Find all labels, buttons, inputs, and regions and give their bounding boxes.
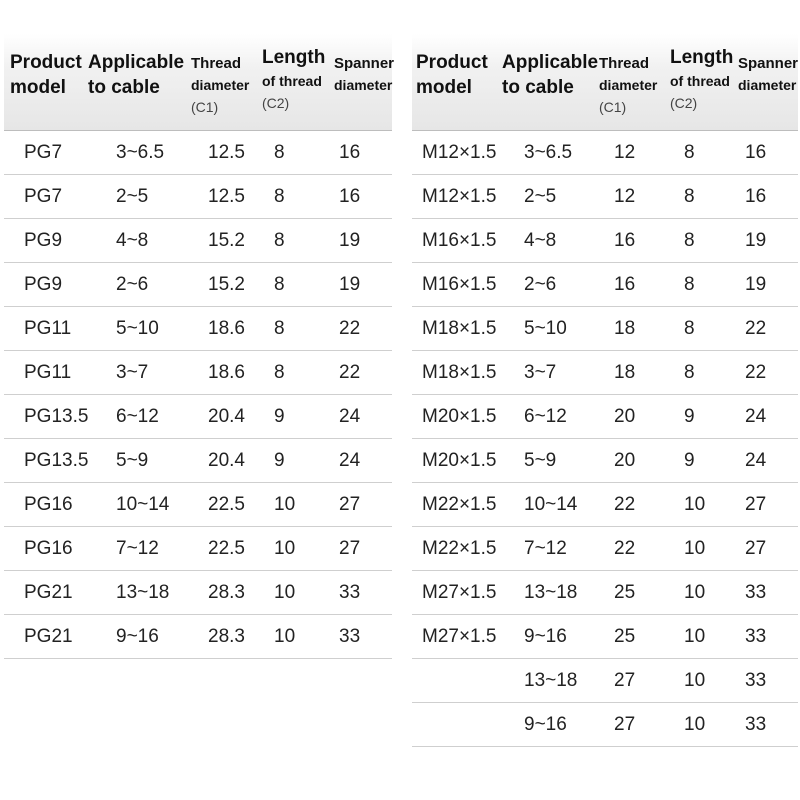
cell-spanner-diameter: 33 (745, 626, 767, 647)
cell-thread-length: 9 (684, 406, 695, 427)
cell-thread-length: 8 (684, 274, 695, 295)
cell-thread-length: 10 (274, 538, 296, 559)
cell-cable-range: 13~18 (116, 582, 170, 603)
table-row (412, 263, 798, 307)
cell-cable-range: 5~10 (116, 318, 159, 339)
cell-thread-diameter: 15.2 (208, 230, 245, 251)
cell-spanner-diameter: 19 (745, 274, 767, 295)
table-row (4, 571, 392, 615)
cell-spanner-diameter: 27 (745, 494, 767, 515)
cell-thread-diameter: 25 (614, 626, 636, 647)
cell-product-model: PG16 (24, 538, 73, 559)
table-header (4, 34, 395, 131)
header-product-model: Product model (10, 52, 82, 98)
cell-cable-range: 2~5 (524, 186, 557, 207)
cell-cable-range: 2~6 (116, 274, 149, 295)
cell-thread-length: 10 (684, 626, 706, 647)
cell-cable-range: 13~18 (524, 582, 578, 603)
cell-thread-length: 8 (274, 186, 285, 207)
cell-cable-range: 3~6.5 (524, 142, 573, 163)
cell-thread-diameter: 20 (614, 450, 636, 471)
cell-thread-length: 8 (684, 318, 695, 339)
table-row (4, 439, 392, 483)
table-row (412, 571, 798, 615)
cell-spanner-diameter: 22 (339, 318, 361, 339)
cell-spanner-diameter: 24 (339, 406, 361, 427)
cell-thread-length: 8 (274, 230, 285, 251)
cell-thread-diameter: 18 (614, 362, 636, 383)
table-row (4, 527, 392, 571)
table-header (412, 34, 798, 131)
table-row (4, 175, 392, 219)
cell-product-model: PG11 (24, 318, 72, 339)
cell-product-model: M16×1.5 (422, 230, 497, 251)
header-applicable-cable: Applicable to cable (502, 52, 599, 98)
table-row (4, 395, 392, 439)
cell-product-model: PG13.5 (24, 450, 89, 471)
cell-cable-range: 3~6.5 (116, 142, 165, 163)
cell-thread-diameter: 18.6 (208, 362, 245, 383)
cell-thread-diameter: 27 (614, 670, 636, 691)
cell-product-model: M20×1.5 (422, 406, 497, 427)
cell-product-model: PG7 (24, 142, 63, 163)
cell-product-model: PG21 (24, 582, 73, 603)
header-spanner-diameter: Spanner diameter (334, 55, 395, 93)
cell-cable-range: 5~9 (116, 450, 149, 471)
cell-cable-range: 13~18 (524, 670, 578, 691)
table-row (412, 131, 798, 175)
cell-product-model: M20×1.5 (422, 450, 497, 471)
cell-product-model: PG7 (24, 186, 63, 207)
cell-cable-range: 6~12 (524, 406, 567, 427)
cell-spanner-diameter: 27 (339, 494, 361, 515)
cell-spanner-diameter: 24 (745, 450, 767, 471)
table-row (412, 219, 798, 263)
cell-thread-diameter: 18 (614, 318, 636, 339)
cell-product-model: M27×1.5 (422, 582, 497, 603)
cell-thread-diameter: 12.5 (208, 186, 245, 207)
cell-thread-diameter: 28.3 (208, 626, 245, 647)
cell-spanner-diameter: 19 (339, 274, 361, 295)
cell-spanner-diameter: 16 (745, 142, 767, 163)
cell-thread-length: 10 (684, 582, 706, 603)
cell-product-model: M27×1.5 (422, 626, 497, 647)
cell-product-model: PG11 (24, 362, 72, 383)
table-row (4, 351, 392, 395)
cell-product-model: PG9 (24, 230, 63, 251)
cell-product-model: PG21 (24, 626, 73, 647)
cell-cable-range: 3~7 (116, 362, 149, 383)
cell-spanner-diameter: 22 (745, 318, 767, 339)
cell-thread-length: 10 (274, 494, 296, 515)
cell-product-model: M12×1.5 (422, 186, 497, 207)
header-thread-diameter: Thread diameter (C1) (599, 55, 658, 115)
cell-thread-diameter: 22 (614, 538, 636, 559)
cell-thread-length: 9 (274, 406, 285, 427)
header-product-model: Product model (416, 52, 488, 98)
table-row (412, 351, 798, 395)
cell-product-model: PG9 (24, 274, 63, 295)
cell-spanner-diameter: 24 (745, 406, 767, 427)
cell-spanner-diameter: 22 (745, 362, 767, 383)
cell-thread-diameter: 22 (614, 494, 636, 515)
cell-thread-length: 8 (684, 230, 695, 251)
cell-thread-length: 8 (274, 274, 285, 295)
cell-thread-length: 9 (274, 450, 285, 471)
cell-spanner-diameter: 33 (745, 714, 767, 735)
cell-thread-diameter: 18.6 (208, 318, 245, 339)
cell-thread-length: 10 (684, 494, 706, 515)
cell-cable-range: 10~14 (116, 494, 170, 515)
cell-thread-diameter: 25 (614, 582, 636, 603)
header-thread-length: Length of thread (C2) (262, 47, 326, 111)
table-row (412, 439, 798, 483)
cell-cable-range: 9~16 (524, 626, 567, 647)
cell-thread-diameter: 22.5 (208, 538, 245, 559)
header-spanner-diameter: Spanner diameter (738, 55, 799, 93)
table-row (4, 263, 392, 307)
cell-spanner-diameter: 22 (339, 362, 361, 383)
table-row (4, 219, 392, 263)
table-body (412, 131, 798, 747)
header-applicable-cable: Applicable to cable (88, 52, 185, 98)
cell-spanner-diameter: 33 (339, 626, 361, 647)
cell-thread-length: 8 (274, 362, 285, 383)
cell-thread-diameter: 27 (614, 714, 636, 735)
table-row (4, 483, 392, 527)
table-row (4, 615, 392, 659)
cell-cable-range: 4~8 (116, 230, 149, 251)
cell-thread-length: 10 (684, 670, 706, 691)
table-row (412, 659, 798, 703)
cell-thread-diameter: 16 (614, 230, 636, 251)
cell-thread-diameter: 20.4 (208, 406, 245, 427)
cell-product-model: M18×1.5 (422, 318, 497, 339)
table-row (412, 307, 798, 351)
cell-spanner-diameter: 16 (339, 186, 361, 207)
table-row (412, 175, 798, 219)
cell-thread-length: 10 (274, 626, 296, 647)
cell-cable-range: 10~14 (524, 494, 578, 515)
cell-thread-diameter: 12 (614, 186, 636, 207)
cell-spanner-diameter: 27 (745, 538, 767, 559)
cell-cable-range: 5~10 (524, 318, 567, 339)
cell-thread-diameter: 12 (614, 142, 636, 163)
cell-spanner-diameter: 24 (339, 450, 361, 471)
cell-thread-length: 9 (684, 450, 695, 471)
cell-spanner-diameter: 16 (745, 186, 767, 207)
table-row (4, 307, 392, 351)
cell-cable-range: 2~6 (524, 274, 557, 295)
table-row (412, 395, 798, 439)
cell-product-model: M12×1.5 (422, 142, 497, 163)
header-thread-length: Length of thread (C2) (670, 47, 734, 111)
cell-cable-range: 9~16 (524, 714, 567, 735)
cell-thread-length: 8 (274, 142, 285, 163)
right-spec-table (412, 34, 798, 747)
cell-thread-diameter: 28.3 (208, 582, 245, 603)
cell-cable-range: 3~7 (524, 362, 557, 383)
cell-product-model: PG16 (24, 494, 73, 515)
table-row (412, 527, 798, 571)
table-row (4, 131, 392, 175)
cell-spanner-diameter: 19 (339, 230, 361, 251)
cell-cable-range: 9~16 (116, 626, 159, 647)
cell-product-model: PG13.5 (24, 406, 89, 427)
cell-product-model: M22×1.5 (422, 538, 497, 559)
cell-thread-diameter: 20 (614, 406, 636, 427)
cell-spanner-diameter: 33 (339, 582, 361, 603)
cell-thread-diameter: 12.5 (208, 142, 245, 163)
cell-thread-length: 10 (684, 538, 706, 559)
cell-thread-length: 8 (684, 142, 695, 163)
left-spec-table (4, 34, 395, 659)
cell-cable-range: 4~8 (524, 230, 557, 251)
cell-product-model: M16×1.5 (422, 274, 497, 295)
cell-spanner-diameter: 16 (339, 142, 361, 163)
cell-thread-diameter: 16 (614, 274, 636, 295)
cell-thread-length: 10 (684, 714, 706, 735)
cell-thread-length: 8 (274, 318, 285, 339)
table-body (4, 131, 392, 659)
cell-cable-range: 5~9 (524, 450, 557, 471)
cell-thread-diameter: 15.2 (208, 274, 245, 295)
cell-thread-length: 10 (274, 582, 296, 603)
cell-spanner-diameter: 19 (745, 230, 767, 251)
table-row (412, 615, 798, 659)
cell-spanner-diameter: 33 (745, 582, 767, 603)
table-row (412, 483, 798, 527)
cell-cable-range: 6~12 (116, 406, 159, 427)
cell-thread-diameter: 20.4 (208, 450, 245, 471)
cell-thread-diameter: 22.5 (208, 494, 245, 515)
table-row (412, 703, 798, 747)
cell-cable-range: 2~5 (116, 186, 149, 207)
cell-thread-length: 8 (684, 186, 695, 207)
cell-thread-length: 8 (684, 362, 695, 383)
cell-product-model: M18×1.5 (422, 362, 497, 383)
header-thread-diameter: Thread diameter (C1) (191, 55, 250, 115)
cell-cable-range: 7~12 (116, 538, 159, 559)
cell-spanner-diameter: 33 (745, 670, 767, 691)
cell-cable-range: 7~12 (524, 538, 567, 559)
cell-spanner-diameter: 27 (339, 538, 361, 559)
cell-product-model: M22×1.5 (422, 494, 497, 515)
